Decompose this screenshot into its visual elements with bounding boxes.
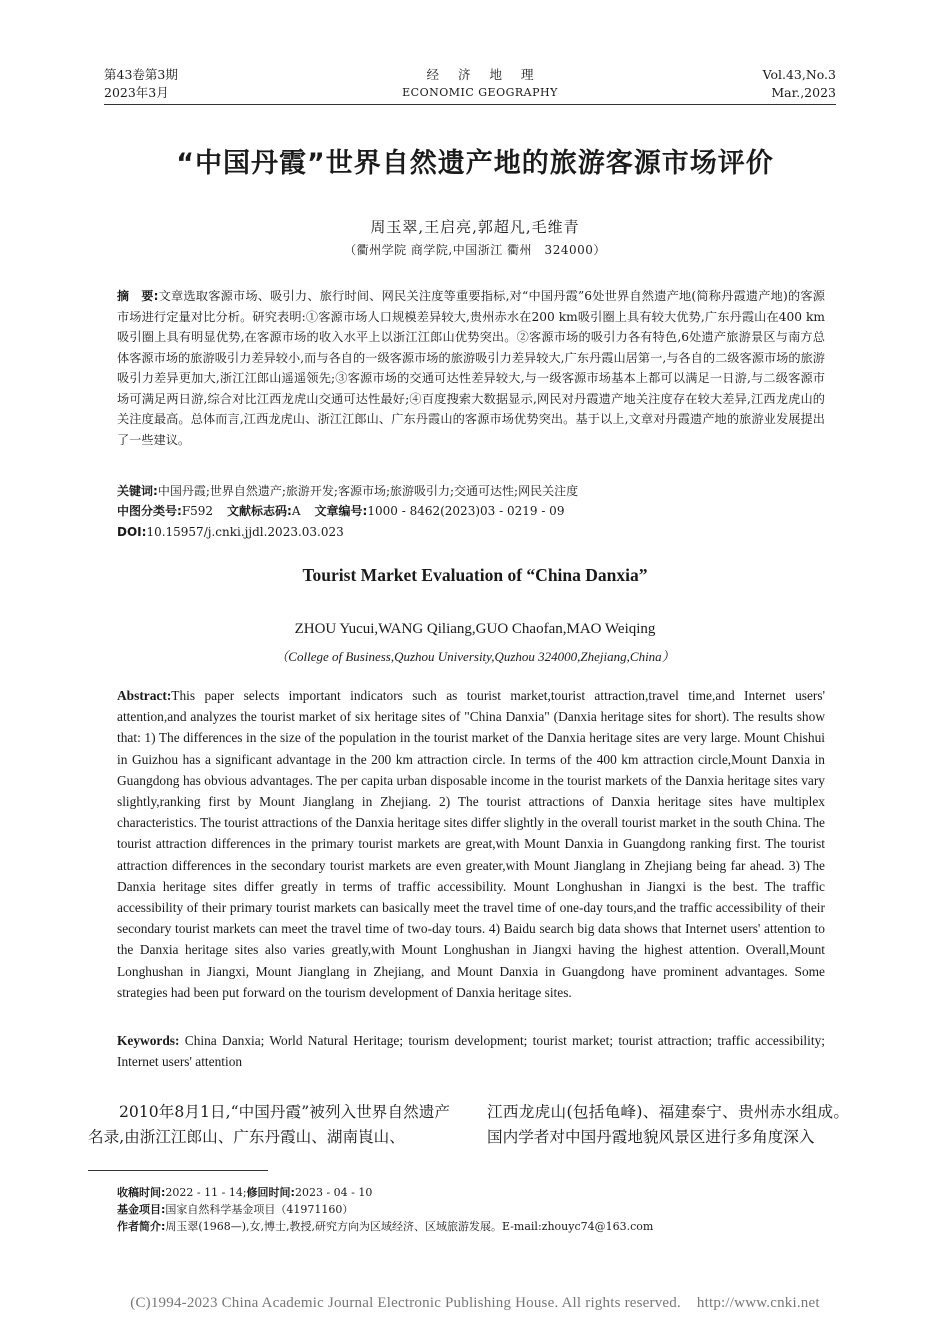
volume-cn: 第43卷第3期: [104, 67, 178, 82]
keywords-en-label: Keywords:: [117, 1033, 180, 1048]
classification-line: [117, 501, 825, 522]
received-line: 收稿时间:2022 - 11 - 14;修回时间:2023 - 04 - 10: [117, 1186, 373, 1199]
fund-line: [117, 1201, 837, 1218]
doi-value: 10.15957/j.cnki.jjdl.2023.03.023: [146, 525, 344, 539]
paper-title: “中国丹霞”世界自然遗产地的旅游客源市场评价: [176, 148, 774, 179]
abstract-cn-label: 摘 要:: [117, 289, 159, 303]
keywords-en: [117, 1030, 825, 1072]
author-bio-label: 作者简介:: [117, 1220, 166, 1233]
keywords-cn-label: 关键词:: [117, 484, 158, 498]
abstract-en: [117, 685, 825, 1003]
body-column-right: 江西龙虎山(包括龟峰)、福建泰宁、贵州赤水组成。国内学者对中国丹霞地貌风景区进行多角度深入: [487, 1103, 849, 1146]
author-bio-value: 周玉翠(1968—),女,博士,教授,研究方向为区域经济、区域旅游发展。E-mail:zhouyc74@163.com: [165, 1220, 654, 1233]
abstract-en-label: Abstract:: [117, 688, 172, 703]
fund-label: 基金项目:: [117, 1203, 166, 1216]
received-value: 2022 - 11 - 14: [165, 1186, 243, 1199]
clc-label: 中图分类号:: [117, 504, 182, 518]
copyright-watermark: [0, 1295, 950, 1312]
header-journal-block: [380, 66, 580, 102]
article-no-value: 1000 - 8462(2023)03 - 0219 - 09: [367, 504, 565, 518]
date-en: Mar.,2023: [771, 85, 836, 100]
volume-en: Vol.43,No.3: [762, 67, 836, 82]
keywords-en-text: China Danxia; World Natural Heritage; tourism development; tourist market; tourist attraction; traffic accessibility; Internet users' attention: [117, 1033, 825, 1070]
header-volume-block: [104, 66, 178, 102]
doi-line: [117, 522, 825, 543]
cnki-url[interactable]: http://www.cnki.net: [696, 1295, 820, 1311]
affiliation-en: （College of Business,Quzhou University,Quzhou 324000,Zhejiang,China）: [275, 649, 675, 664]
paper-title-en: Tourist Market Evaluation of “China Danxia”: [302, 565, 648, 585]
body-column-left: 2010年8月1日,“中国丹霞”被列入世界自然遗产名录,由浙江江郎山、广东丹霞山、湖南崀山、: [88, 1103, 450, 1146]
abstract-cn-text: 文章选取客源市场、吸引力、旅行时间、网民关注度等重要指标,对“中国丹霞”6处世界自然遗产地(简称丹霞遗产地)的客源市场进行定量对比分析。研究表明:①客源市场人口规模差异较大,贵州赤水在200 km吸引圈上具有较大优势,广东丹霞山在400 km吸引圈上具有明显优势,在客源市场的收入水平上以浙江江郎山优势突出。②客源市场的吸引力各有特色,6处遗产旅游景区与南方总体客源市场的旅游吸引力差异较小,而与各自的一级客源市场的旅游吸引力差异较大,广东丹霞山居第一,与各自的二级客源市场的旅游吸引力差异更加大,浙江江郎山遥遥领先;③客源市场的交通可达性差异较大,与一级客源市场基本上都可以满足一日游,与二级客源市场可满足两日游,综合对比江西龙虎山交通可达性最好;④百度搜索大数据显示,网民对丹霞遗产地关注度存在较大差异,江西龙虎山的关注度最高。总体而言,江西龙虎山、浙江江郎山、广东丹霞山的客源市场优势突出。基于以上,文章对丹霞遗产地的旅游业发展提出了一些建议。: [117, 289, 825, 447]
abstract-en-text: This paper selects important indicators such as tourist market,tourist attraction,travel time,and Internet users' attention,and analyzes the tourist market of six heritage sites of "China Danxia" (Danxia heritage sites for short). The results show that: 1) The differences in the size of the population in the tourist market of the Danxia heritage sites are very large. Mount Chishui in Guizhou has a significant advantage in the 200 km attraction circle. In terms of the 400 km attraction circle,Mount Danxia in Guangdong has obvious advantages. The per capita urban disposable income in the tourist markets of the Danxia heritage sites vary slightly,ranking first by Mount Jianglang in Zhejiang. 2) The tourist attractions of Danxia heritage sites have multiplex characteristics. The tourist attractions of the Danxia heritage sites differ slightly in the overall tourist market in the south China. The tourist attraction differences in the primary tourist markets are great,with Mount Danxia in Guangdong ranking first. The tourist attraction differences in the secondary tourist markets are even greater,with Mount Jianglang in Zhejiang being far ahead. 3) The Danxia heritage sites differ greatly in terms of traffic accessibility. Mount Longhushan in Jiangxi is the best. The traffic accessibility of their primary tourist markets can basically meet the travel time of one-day tours,and the traffic accessibility of their secondary tourist markets can meet the travel time of two-day tours. 4) Baidu search big data shows that Internet users' attention to the Danxia heritage sites also varies greatly,with Mount Longhushan in Jiangxi having the highest attention. Overall,Mount Longhushan in Jiangxi, Mount Jianglang in Zhejiang, and Mount Danxia in Guangdong have prominent advantages. Some strategies had been put forward on the tourism development of Danxia heritage sites.: [117, 688, 825, 1000]
author-bio-line: [117, 1218, 837, 1235]
affiliation: （衢州学院 商学院,中国浙江 衢州 324000）: [344, 243, 606, 257]
article-no-label: 文章编号:: [314, 504, 368, 518]
copyright-text: (C)1994-2023 China Academic Journal Electronic Publishing House. All rights reserved.: [130, 1295, 681, 1311]
header-rule: [104, 104, 836, 105]
revised-label: 修回时间:: [246, 1186, 295, 1199]
journal-name-en: ECONOMIC GEOGRAPHY: [402, 86, 558, 99]
keywords-cn: [117, 481, 825, 502]
received-label: 收稿时间:: [117, 1186, 166, 1199]
footnote-rule: [88, 1170, 268, 1171]
revised-value: 2023 - 04 - 10: [294, 1186, 373, 1199]
footnotes: [117, 1184, 837, 1235]
doc-code-label: 文献标志码:: [227, 504, 292, 518]
author-list: 周玉翠,王启亮,郭超凡,毛维青: [370, 218, 580, 236]
abstract-cn: [117, 286, 825, 450]
date-cn: 2023年3月: [104, 85, 169, 100]
doc-code-value: A: [291, 504, 301, 518]
header-volume-en-block: [763, 66, 836, 102]
doi-label: DOI:: [117, 525, 147, 539]
journal-name-cn: 经济地理: [426, 67, 553, 82]
author-list-en: ZHOU Yucui,WANG Qiliang,GUO Chaofan,MAO Weiqing: [294, 621, 656, 637]
keywords-cn-text: 中国丹霞;世界自然遗产;旅游开发;客源市场;旅游吸引力;交通可达性;网民关注度: [157, 484, 579, 498]
clc-value: F592: [181, 504, 214, 518]
fund-value: 国家自然科学基金项目（41971160）: [165, 1203, 354, 1216]
